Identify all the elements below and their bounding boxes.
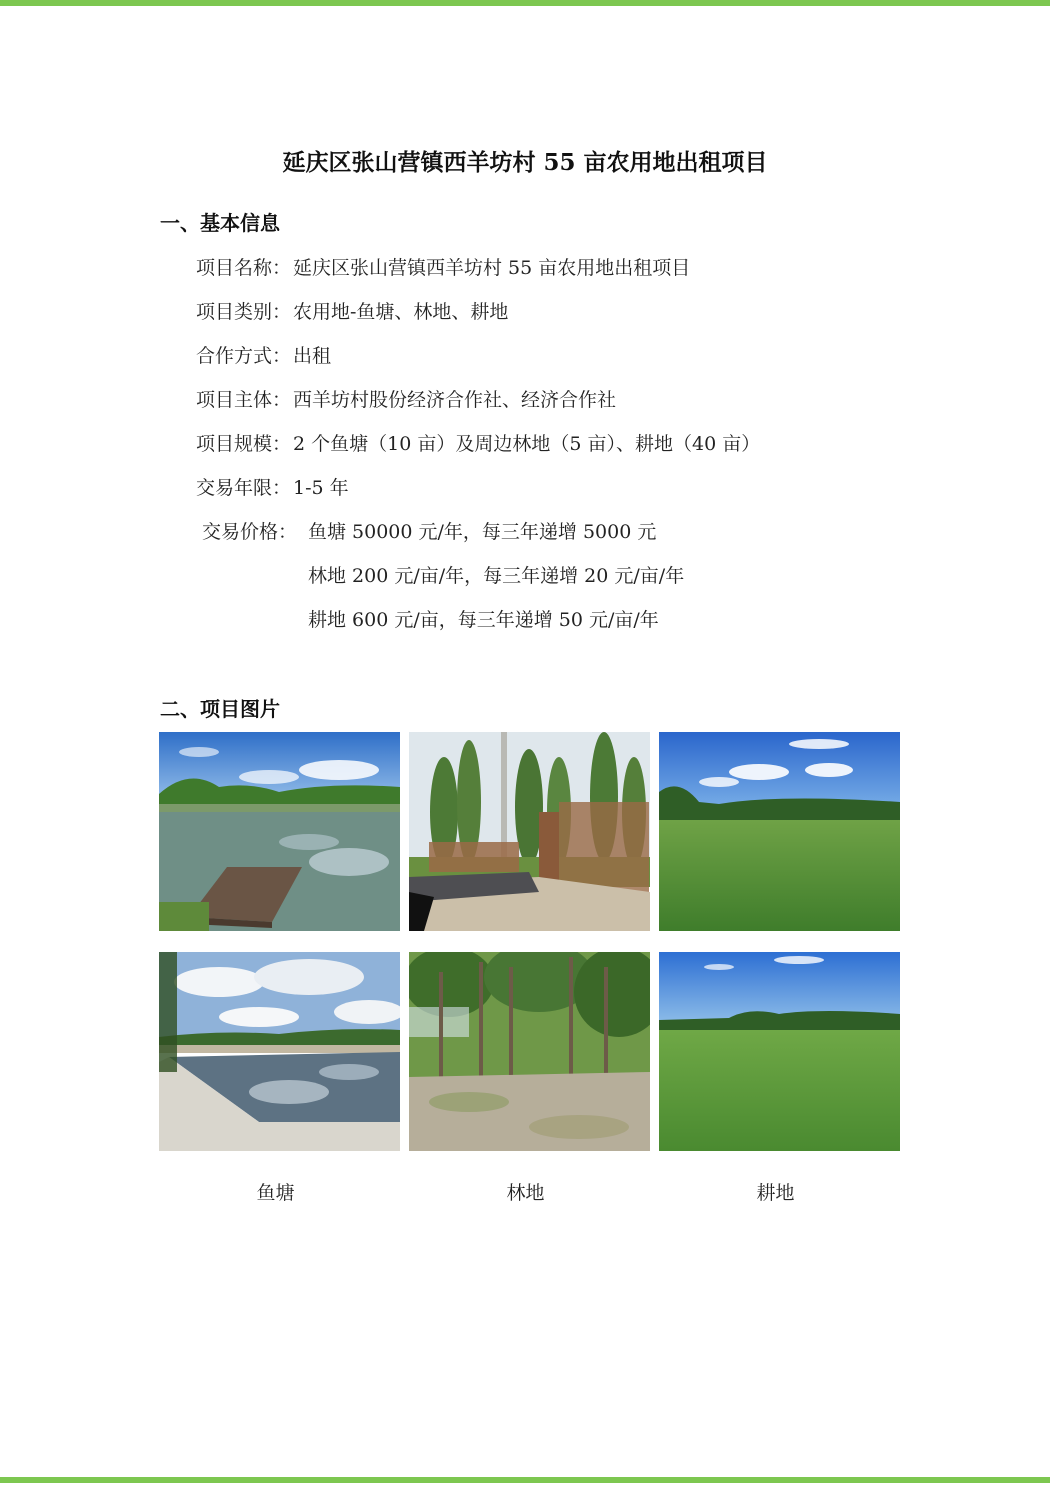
info-row-term (196, 473, 349, 500)
photo-farmland-1 (659, 732, 900, 931)
info-row-project-owner (196, 385, 616, 412)
info-value: 农用地-鱼塘、林地、耕地 (293, 301, 509, 323)
photo-fishpond-dock (159, 732, 400, 931)
top-accent-bar (0, 0, 1050, 6)
info-value: 西羊坊村股份经济合作社、经济合作社 (293, 389, 617, 411)
info-label: 项目名称： (196, 257, 292, 279)
info-label: 合作方式： (196, 345, 292, 367)
info-row-project-scale (196, 429, 760, 456)
info-value: 延庆区张山营镇西羊坊村 55 亩农用地出租项目 (293, 257, 691, 279)
price-line-fishpond: 鱼塘 50000 元/年，每三年递增 5000 元 (308, 521, 657, 543)
info-label: 项目规模： (196, 433, 292, 455)
photo-farmland-2 (659, 952, 900, 1151)
caption-fishpond: 鱼塘 (256, 1182, 295, 1204)
price-line-farmland: 耕地 600 元/亩，每三年递增 50 元/亩/年 (308, 609, 659, 631)
document-title: 延庆区张山营镇西羊坊村 55 亩农用地出租项目 (282, 149, 768, 176)
caption-farmland: 耕地 (756, 1182, 795, 1204)
section-heading-basic-info: 一、基本信息 (160, 211, 280, 235)
price-label: 交易价格： (202, 521, 298, 543)
info-row-cooperation-mode (196, 341, 331, 368)
section-heading-photos: 二、项目图片 (160, 697, 280, 721)
photo-woodland (409, 952, 650, 1151)
caption-woodland: 林地 (506, 1182, 545, 1204)
info-label: 项目主体： (196, 389, 292, 411)
info-row-project-name (196, 253, 690, 280)
info-label: 项目类别： (196, 301, 292, 323)
info-label: 交易年限： (196, 477, 292, 499)
info-value: 2 个鱼塘（10 亩）及周边林地（5 亩）、耕地（40 亩） (293, 433, 761, 455)
price-line-woodland: 林地 200 元/亩/年，每三年递增 20 元/亩/年 (308, 565, 685, 587)
bottom-accent-bar (0, 1477, 1050, 1483)
info-value: 1-5 年 (293, 477, 349, 499)
photo-fishpond-reflection (159, 952, 400, 1151)
photo-gate-trees (409, 732, 650, 931)
info-row-project-category (196, 297, 508, 324)
info-value: 出租 (293, 345, 332, 367)
